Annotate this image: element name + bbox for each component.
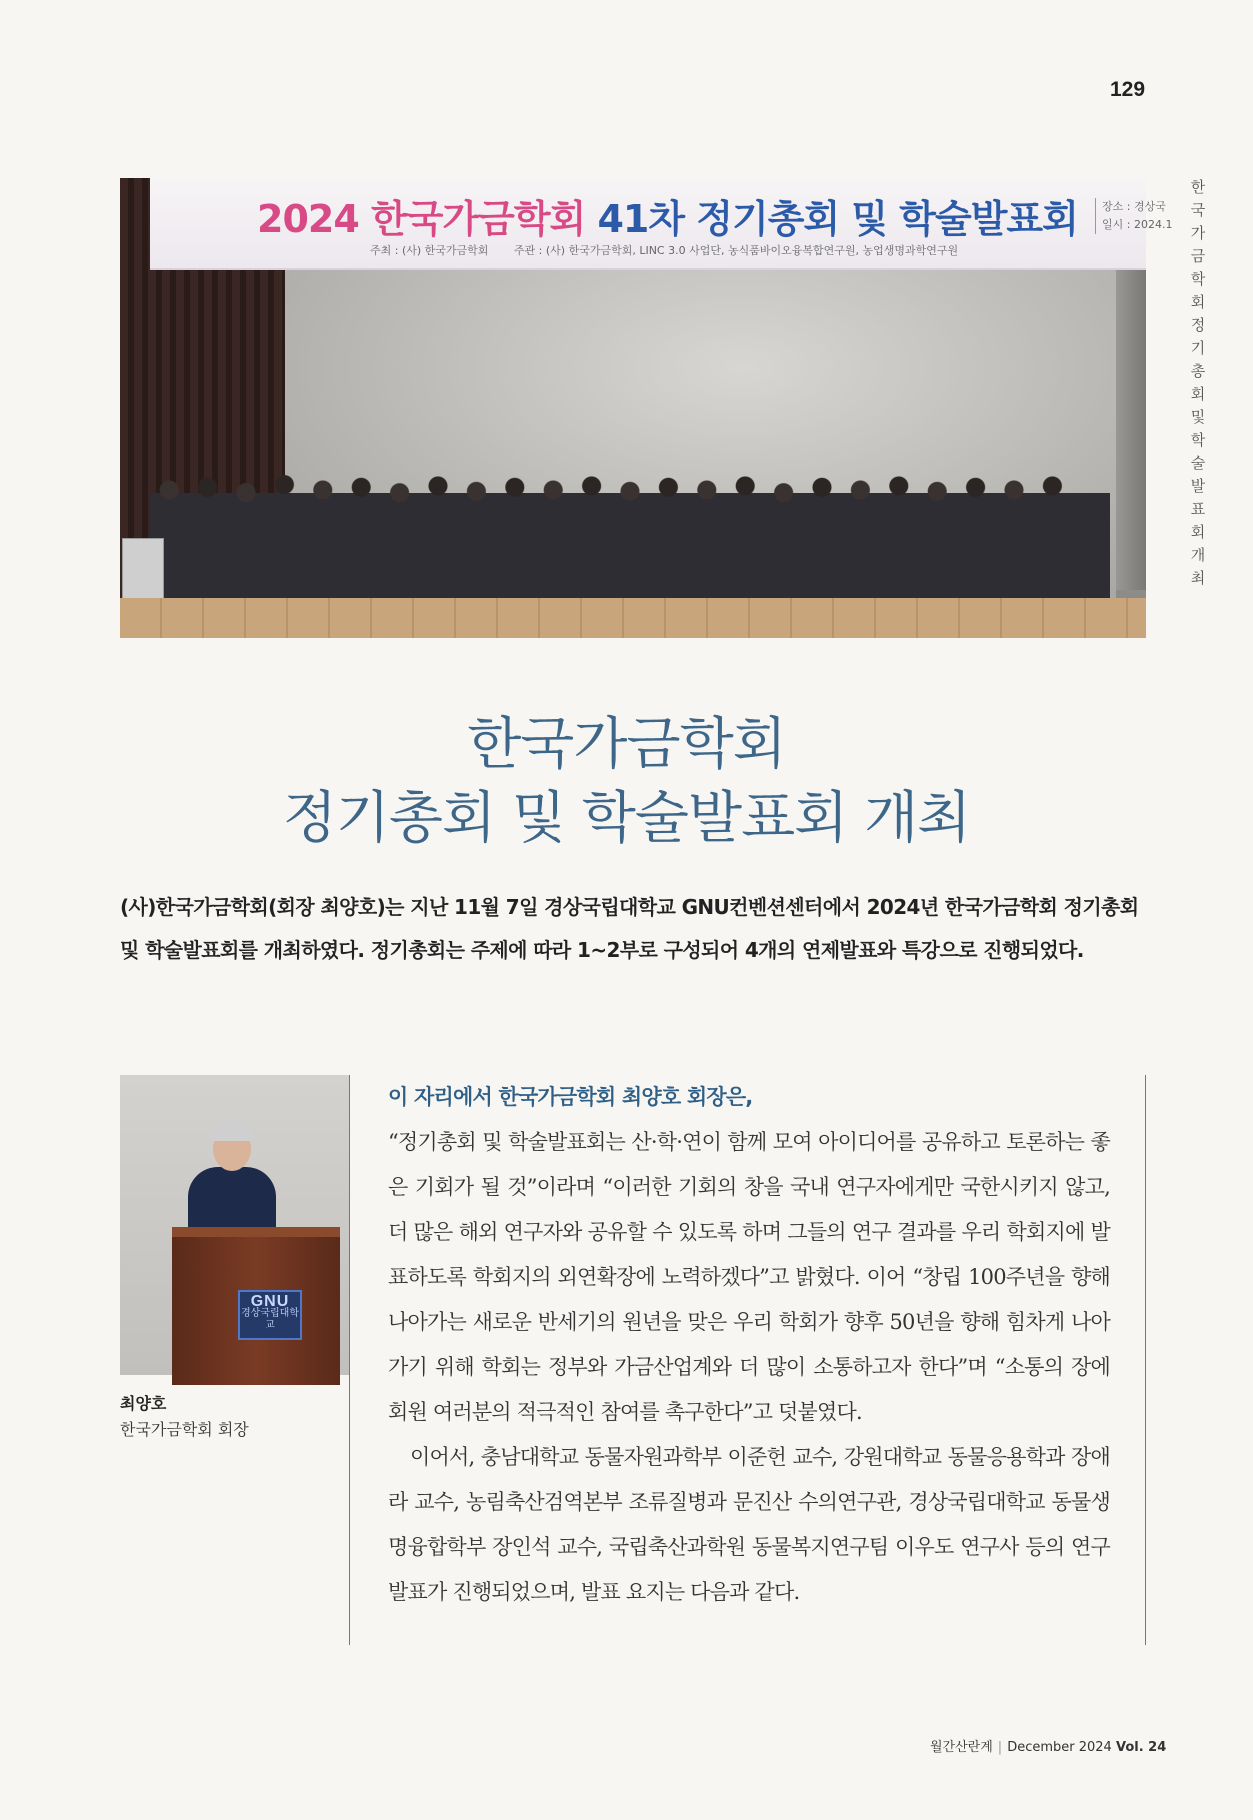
event-photo (120, 178, 1173, 638)
event-banner (150, 178, 1173, 270)
stage-wall-right (1116, 270, 1146, 590)
banner-place: 장소 : 경상국 (1102, 200, 1166, 213)
body-paragraph-1: “정기총회 및 학술발표회는 산·학·연이 함께 모여 아이디어를 공유하고 토론하는 좋은 기회가 될 것”이라며 “이러한 기회의 창을 국내 연구자에게만 국한시키지 않고, 더 많은 해외 연구자와 공유할 수 있도록 하며 그들의 연구 결과를 우리 학회지에 발표하도록 학회지의 외연확장에 노력하겠다”고 밝혔다. 이어 “창립 100주년을 향해 나아가는 새로운 반세기의 원년을 맞은 우리 학회가 향후 50년을 향해 힘차게 나아가기 위해 학회는 정부와 가금산업계와 더 많이 소통하고자 한다”며 “소통의 장에 회원 여러분의 적극적인 참여를 촉구한다”고 덧붙였다. (388, 1130, 1110, 1424)
article-title-line2: 정기총회 및 학술발표회 개최 (282, 786, 971, 851)
running-title: 한국가금학회 정기총회 및 학술발표회 개최 (1190, 178, 1206, 587)
university-logo (238, 1290, 302, 1340)
banner-title (257, 188, 1078, 243)
banner-title-event: 41차 정기총회 및 학술발표회 (597, 197, 1078, 241)
footer-issue: December 2024 (1007, 1740, 1112, 1755)
footer-volume: Vol. 24 (1115, 1740, 1167, 1755)
banner-organizer: 주관 : (사) 한국가금학회, LINC 3.0 사업단, 농식품바이오융복합연구원, 농업생명과학연구원 (513, 244, 959, 257)
article-title (0, 708, 1253, 856)
article-body (388, 1075, 1110, 1615)
body-paragraph-2: 이어서, 충남대학교 동물자원과학부 이준헌 교수, 강원대학교 동물응용학과 장애라 교수, 농림축산검역본부 조류질병과 문진산 수의연구관, 경상국립대학교 동물생명융합학부 장인석 교수, 국립축산과학원 동물복지연구팀 이우도 연구사 등의 연구발표가 진행되었으며, 발표 요지는 다음과 같다. (388, 1445, 1110, 1604)
lead-paragraph: (사)한국가금학회(회장 최양호)는 지난 11월 7일 경상국립대학교 GNU컨벤션센터에서 2024년 한국가금학회 정기총회 및 학술발표회를 개최하였다. 정기총회는 주제에 따라 1~2부로 구성되어 4개의 연제발표와 특강으로 진행되었다. (120, 895, 1139, 962)
page-number: 129 (1110, 78, 1146, 101)
banner-date: 일시 : 2024.1 (1102, 218, 1173, 231)
footer-publication: 월간산란계 (930, 1740, 993, 1755)
portrait-caption-name: 최양호 (120, 1394, 167, 1413)
group-of-attendees (150, 463, 1110, 598)
podium (122, 538, 164, 600)
article-title-line1: 한국가금학회 (467, 712, 786, 777)
banner-host: 주최 : (사) 한국가금학회 (370, 244, 489, 257)
university-logo-mark: GNU (250, 1293, 290, 1310)
university-logo-text: 경상국립대학교 (241, 1308, 299, 1331)
footer-separator: | (997, 1740, 1003, 1755)
stage-floor (120, 598, 1146, 638)
banner-place-date (1095, 198, 1172, 234)
page-footer (930, 1736, 1167, 1755)
banner-title-year: 2024 한국가금학회 (257, 197, 586, 241)
body-heading: 이 자리에서 한국가금학회 최양호 회장은, (388, 1085, 753, 1109)
president-portrait (120, 1075, 349, 1375)
column-rule-left (349, 1075, 350, 1645)
banner-organizers (370, 242, 980, 258)
portrait-caption-role: 한국가금학회 회장 (120, 1420, 249, 1439)
speaker-hair (210, 1121, 254, 1141)
column-rule-right (1145, 1075, 1146, 1645)
